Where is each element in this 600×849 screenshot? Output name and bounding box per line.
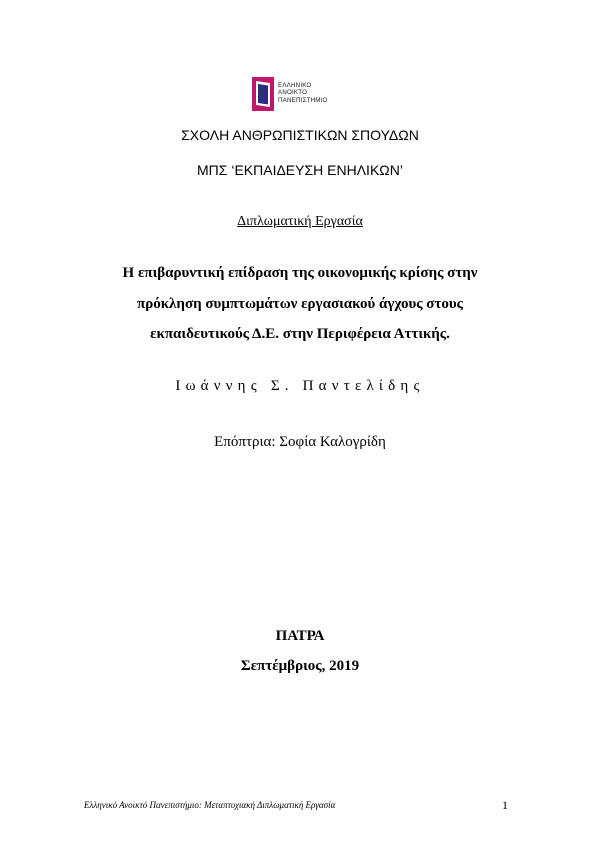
logo-line-1: ΕΛΛΗΝΙΚΟ [278,82,312,89]
university-logo [252,77,352,111]
thesis-title-line-2: πρόκληση συμπτωμάτων εργασιακού άγχους στους [136,296,463,312]
logo-text [278,82,328,104]
supervisor: Επόπτρια: Σοφία Καλογρίδη [214,434,386,450]
thesis-type: Διπλωματική Εργασία [237,214,363,229]
logo-line-3: ΠΑΝΕΠΙΣΤΗΜΙΟ [278,96,328,104]
program-name: ΜΠΣ ‘ΕΚΠΑΙΔΕΥΣΗ ΕΝΗΛΙΚΩΝ’ [197,162,403,178]
thesis-title-line-1: Η επιβαρυντική επίδραση της οικονομικής κρίσης στην [122,265,478,281]
thesis-type-wrapper [0,214,600,230]
logo-line-2: ΑΝΟΙΚΤΟ [278,89,308,97]
city: ΠΑΤΡΑ [275,628,325,644]
date: Σεπτέμβριος, 2019 [240,658,360,674]
page-number: 1 [502,798,508,812]
author-name: Ιωάννης Σ. Παντελίδης [175,378,425,394]
footer-text: Ελληνικό Ανοικτό Πανεπιστήμιο: Μεταπτυχιακή Διπλωματική Εργασία [84,800,336,810]
school-name: ΣΧΟΛΗ ΑΝΘΡΩΠΙΣΤΙΚΩΝ ΣΠΟΥΔΩΝ [181,127,419,143]
thesis-title-line-3: εκπαιδευτικούς Δ.Ε. στην Περιφέρεια Αττικής. [150,326,450,342]
university-logo-mark-icon [252,77,274,111]
